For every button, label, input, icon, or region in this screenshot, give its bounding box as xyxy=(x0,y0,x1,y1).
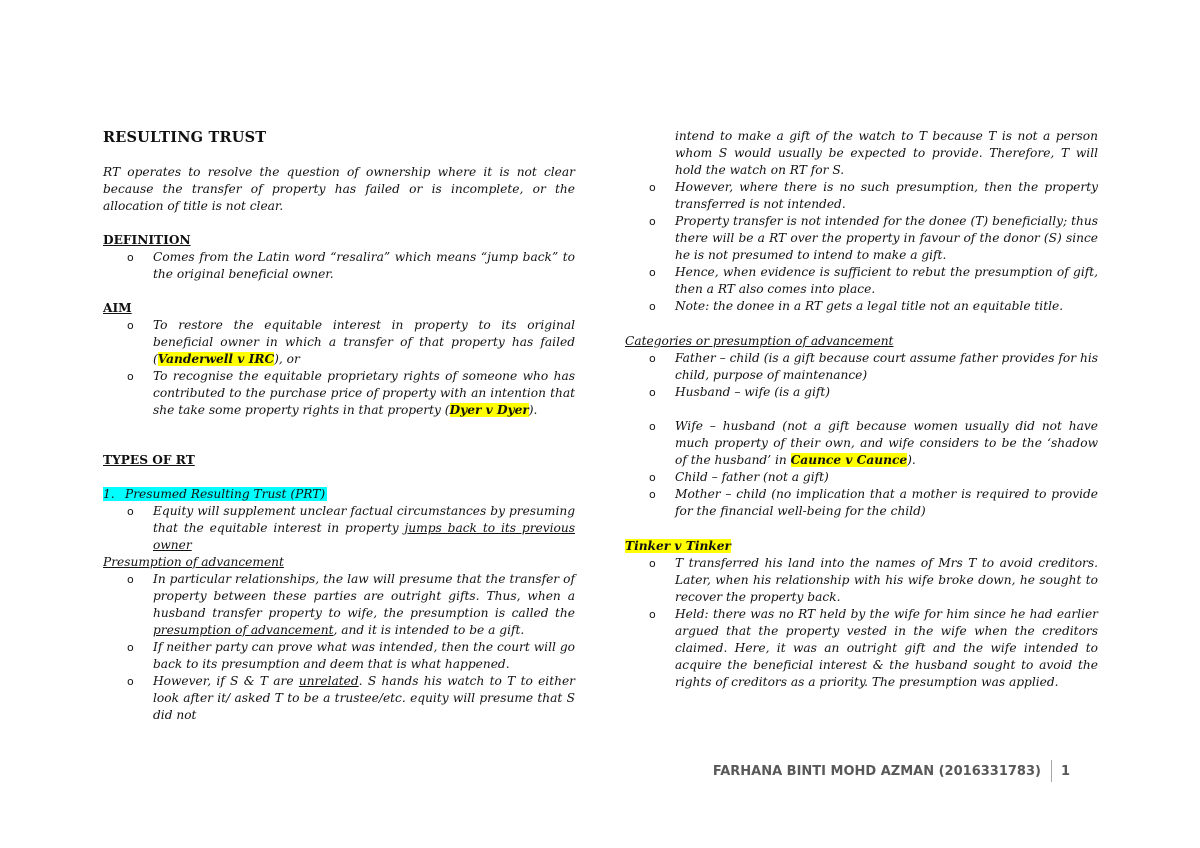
list-item: o Husband – wife (is a gift) xyxy=(649,385,831,399)
case-highlight: Dyer v Dyer xyxy=(449,403,529,417)
presumption-list xyxy=(103,571,575,724)
bullet-marker: o xyxy=(127,251,134,264)
categories-heading: Categories or presumption of advancement xyxy=(625,334,894,348)
bullet-marker: o xyxy=(649,181,656,194)
bullet-marker: o xyxy=(649,215,656,228)
list-item: o However, if S & T are unrelated. S hands his watch to T to either look after it/ asked T to be a trustee/etc. equity will presume that S did not xyxy=(127,674,575,722)
list-item: o Hence, when evidence is sufficient to rebut the presumption of gift, then a RT also comes into place. xyxy=(649,265,1098,296)
aim-section xyxy=(103,300,575,419)
list-item: o However, where there is no such presumption, then the property transferred is not intended. xyxy=(649,180,1098,211)
types-heading: TYPES OF RT xyxy=(103,453,195,467)
categories-list xyxy=(625,350,1098,520)
list-item: o Comes from the Latin word “resalira” which means “jump back” to the original beneficial owner. xyxy=(127,250,575,281)
definition-list xyxy=(103,249,575,283)
list-item: o Wife – husband (not a gift because women usually did not have much property of their own, and wife considers to be the ‘shadow of the husband’ in Caunce v Caunce). xyxy=(649,419,1098,467)
document-title: RESULTING TRUST xyxy=(103,129,267,146)
definition-section xyxy=(103,232,575,283)
tinker-list xyxy=(625,555,1098,691)
bullet-marker: o xyxy=(649,608,656,621)
categories-section xyxy=(625,333,1098,520)
list-item: o To restore the equitable interest in property to its original beneficial owner in which a transfer of that property has failed (Vanderwell v IRC), or xyxy=(127,318,575,366)
footer-author: FARHANA BINTI MOHD AZMAN (2016331783) xyxy=(712,763,1041,779)
bullet-marker: o xyxy=(649,386,656,399)
bullet-marker: o xyxy=(127,505,134,518)
bullet-marker: o xyxy=(127,641,134,654)
list-item: o To recognise the equitable proprietary rights of someone who has contributed to the purchase price of property with an intention that she take some property rights in that property (Dyer v Dyer). xyxy=(127,369,575,417)
bullet-marker: o xyxy=(127,370,134,383)
bullet-marker: o xyxy=(649,557,656,570)
prt-heading: 1. Presumed Resulting Trust (PRT) xyxy=(103,487,326,501)
footer-divider xyxy=(1051,760,1052,782)
case-highlight: Caunce v Caunce xyxy=(790,453,908,467)
presumption-heading: Presumption of advancement xyxy=(103,555,284,569)
bullet-marker: o xyxy=(127,573,134,586)
bullet-marker: o xyxy=(127,675,134,688)
definition-heading: DEFINITION xyxy=(103,233,191,247)
list-item: o Mother – child (no implication that a mother is required to provide for the financial well-being for the child) xyxy=(649,487,1098,518)
bullet-marker: o xyxy=(127,319,134,332)
bullet-marker: o xyxy=(649,471,656,484)
intro-paragraph: RT operates to resolve the question of ownership where it is not clear because the transfer of property has failed or is incomplete, or the allocation of title is not clear. xyxy=(103,165,575,213)
prt-section xyxy=(103,486,575,554)
page-number: 1 xyxy=(1060,763,1070,779)
list-item: o In particular relationships, the law will presume that the transfer of property between these parties are outright gifts. Thus, when a husband transfer property to wife, the presumption is called the presumption of advancement, and it is intended to be a gift. xyxy=(127,572,575,637)
prt-list xyxy=(103,503,575,554)
list-item-continued: intend to make a gift of the watch to T because T is not a person whom S would usually be expected to provide. Therefore, T will hold the watch on RT for S. xyxy=(675,129,1098,177)
tinker-heading: Tinker v Tinker xyxy=(625,539,731,553)
list-item: o If neither party can prove what was intended, then the court will go back to its presumption and deem that is what happened. xyxy=(127,640,575,671)
list-item: o Father – child (is a gift because court assume father provides for his child, purpose of maintenance) xyxy=(649,351,1098,382)
bullet-marker: o xyxy=(649,352,656,365)
aim-list xyxy=(103,317,575,419)
presumption-section xyxy=(103,554,575,724)
page-footer xyxy=(713,760,1070,782)
list-item: o Held: there was no RT held by the wife for him since he had earlier argued that the property vested in the wife when the creditors claimed. Here, it was an outright gift and the wife intended to acquire the beneficial interest & the husband sought to avoid the rights of creditors as a priority. The presumption was applied. xyxy=(649,607,1098,689)
case-highlight: Vanderwell v IRC xyxy=(157,352,275,366)
continuation-list xyxy=(625,128,1098,315)
aim-heading: AIM xyxy=(103,301,132,315)
list-item: o Note: the donee in a RT gets a legal title not an equitable title. xyxy=(649,299,1064,313)
bullet-marker: o xyxy=(649,420,656,433)
list-item: o Property transfer is not intended for the donee (T) beneficially; thus there will be a RT over the property in favour of the donor (S) since he is not presumed to intend to make a gift. xyxy=(649,214,1098,262)
bullet-marker: o xyxy=(649,488,656,501)
bullet-marker: o xyxy=(649,300,656,313)
list-item: o Child – father (not a gift) xyxy=(649,470,829,484)
list-item: o Equity will supplement unclear factual circumstances by presuming that the equitable interest in property jumps back to its previous owner xyxy=(127,504,575,552)
bullet-marker: o xyxy=(649,266,656,279)
tinker-section xyxy=(625,538,1098,691)
list-item: o T transferred his land into the names of Mrs T to avoid creditors. Later, when his relationship with his wife broke down, he sought to recover the property back. xyxy=(649,556,1098,604)
